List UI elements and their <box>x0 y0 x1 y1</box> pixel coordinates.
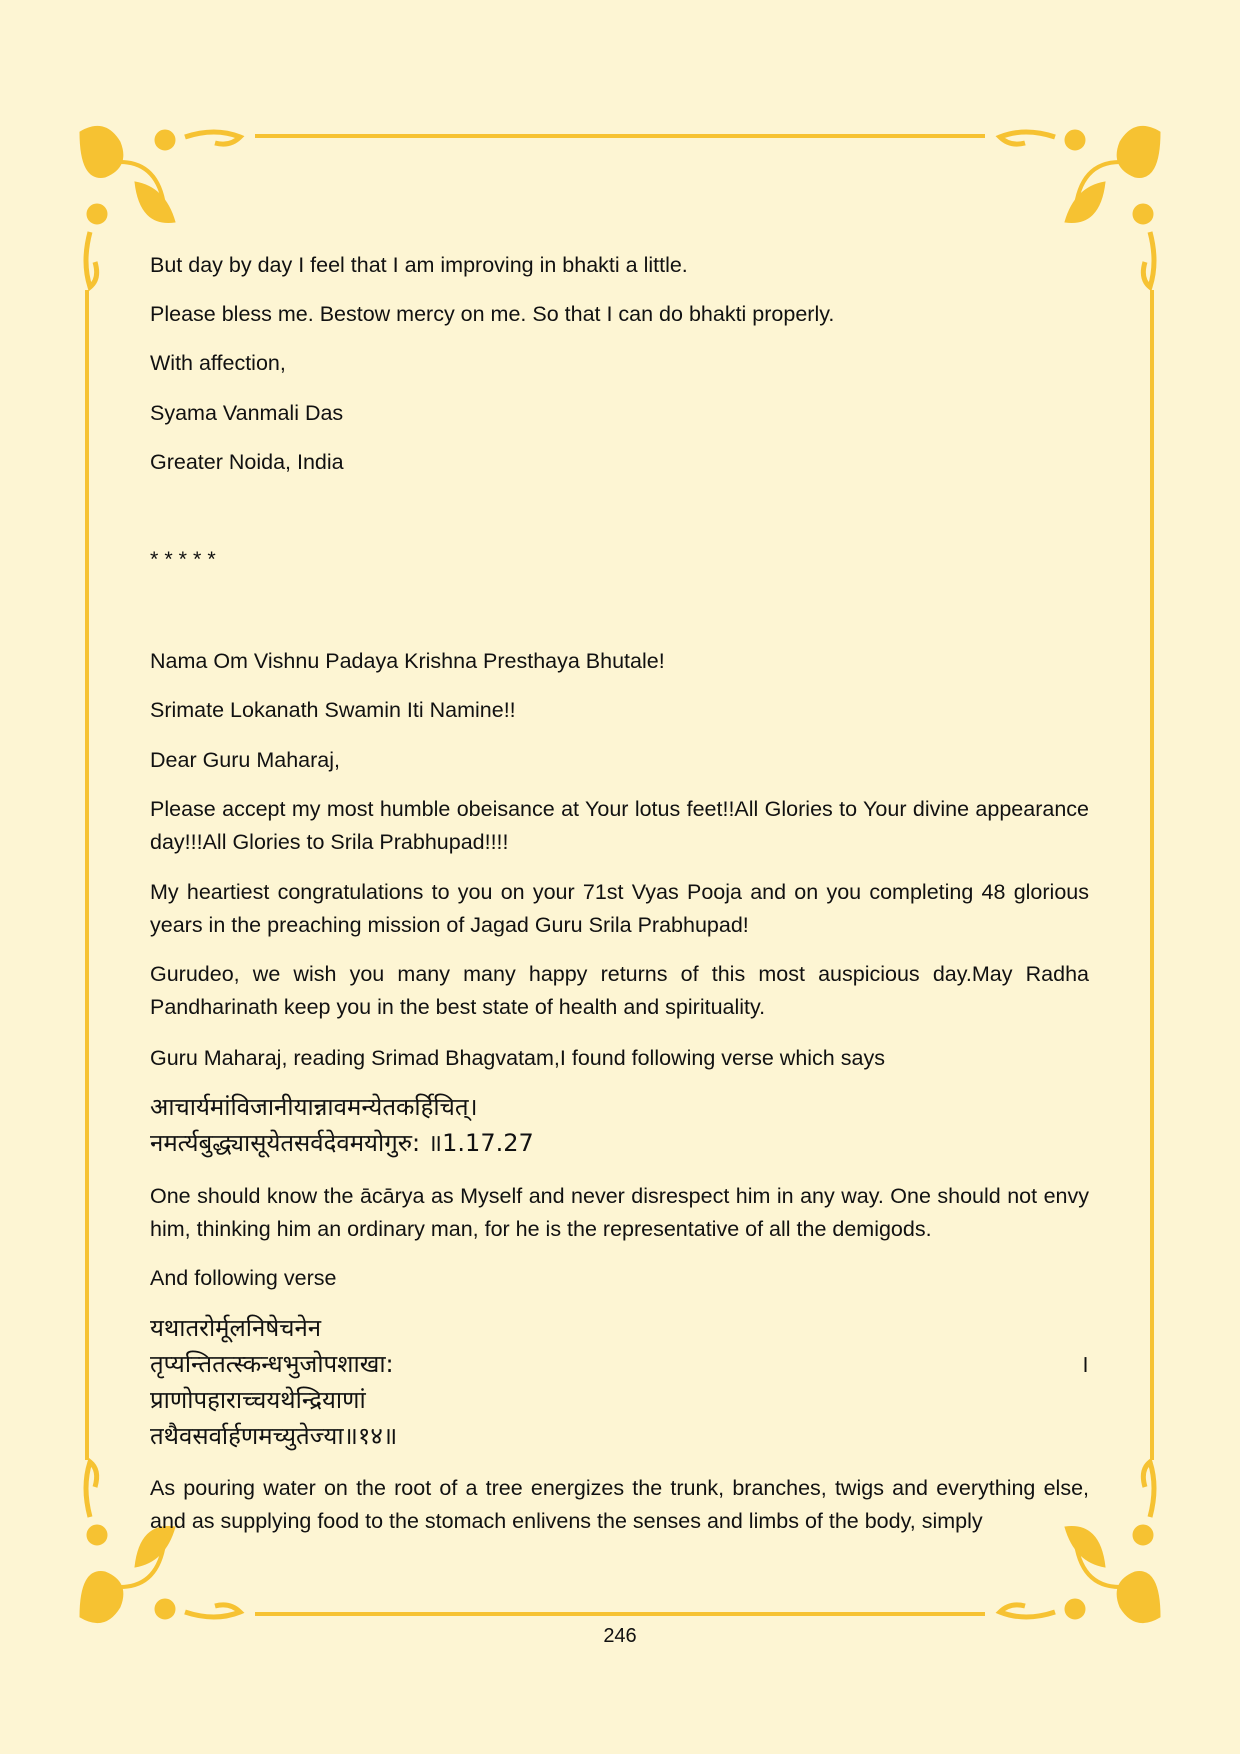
verse-line: यथातरोर्मूलनिषेचनेन <box>150 1314 322 1342</box>
salutation: Dear Guru Maharaj, <box>150 748 340 772</box>
paragraph: My heartiest congratulations to you on your 71st Vyas Pooja and on you completing 48 glorious years in the preaching mission of Jagad Guru Srila Prabhupad! <box>150 880 1089 937</box>
invocation: Nama Om Vishnu Padaya Krishna Presthaya Bhutale! <box>150 649 665 673</box>
verse-line: प्राणोपहाराच्चयथेन्द्रियाणां <box>150 1386 366 1414</box>
paragraph: But day by day I feel that I am improving in bhakti a little. <box>150 253 688 277</box>
verse-translation: As pouring water on the root of a tree energizes the trunk, branches, twigs and everything else, and as supplying food to the stomach enlivens the senses and limbs of the body, simply <box>150 1476 1089 1533</box>
verse-translation: One should know the ācārya as Myself and never disrespect him in any way. One should not envy him, thinking him an ordinary man, for he is the representative of all the demigods. <box>150 1184 1089 1241</box>
verse-line-row <box>150 1346 1089 1382</box>
closing: With affection, <box>150 351 286 375</box>
separator: * * * * * <box>150 547 216 571</box>
border-left <box>85 290 89 1460</box>
sanskrit-verse-2 <box>150 1310 1089 1454</box>
paragraph: Gurudeo, we wish you many many happy returns of this most auspicious day.May Radha Pandharinath keep you in the best state of health and spirituality. <box>150 962 1089 1019</box>
verse-line: तृप्यन्तितत्स्कन्धभुजोपशाखा: <box>150 1350 394 1378</box>
paragraph: And following verse <box>150 1266 337 1290</box>
danda: । <box>1079 1350 1089 1378</box>
verse-line: नमर्त्यबुद्ध्यासूयेतसर्वदेवमयोगुरु: ॥1.17.27 <box>150 1129 534 1157</box>
paragraph: Please bless me. Bestow mercy on me. So that I can do bhakti properly. <box>150 302 835 326</box>
signature-name: Syama Vanmali Das <box>150 401 344 425</box>
paragraph: Please accept my most humble obeisance at Your lotus feet!!All Glories to Your divine appearance day!!!All Glories to Srila Prabhupad!!!! <box>150 797 1089 854</box>
sanskrit-verse-1 <box>150 1089 1089 1161</box>
verse-line: तथैवसर्वार्हणमच्युतेज्या॥१४॥ <box>150 1422 398 1450</box>
invocation: Srimate Lokanath Swamin Iti Namine!! <box>150 698 516 722</box>
border-bottom <box>255 1612 985 1616</box>
page-number: 246 <box>603 1625 637 1647</box>
paragraph: Guru Maharaj, reading Srimad Bhagvatam,I found following verse which says <box>150 1046 885 1070</box>
border-right <box>1150 290 1154 1460</box>
verse-line: आचार्यमांविजानीयान्नावमन्येतकर्हिचित्। <box>150 1093 478 1121</box>
signature-location: Greater Noida, India <box>150 450 344 474</box>
border-top <box>255 134 985 138</box>
